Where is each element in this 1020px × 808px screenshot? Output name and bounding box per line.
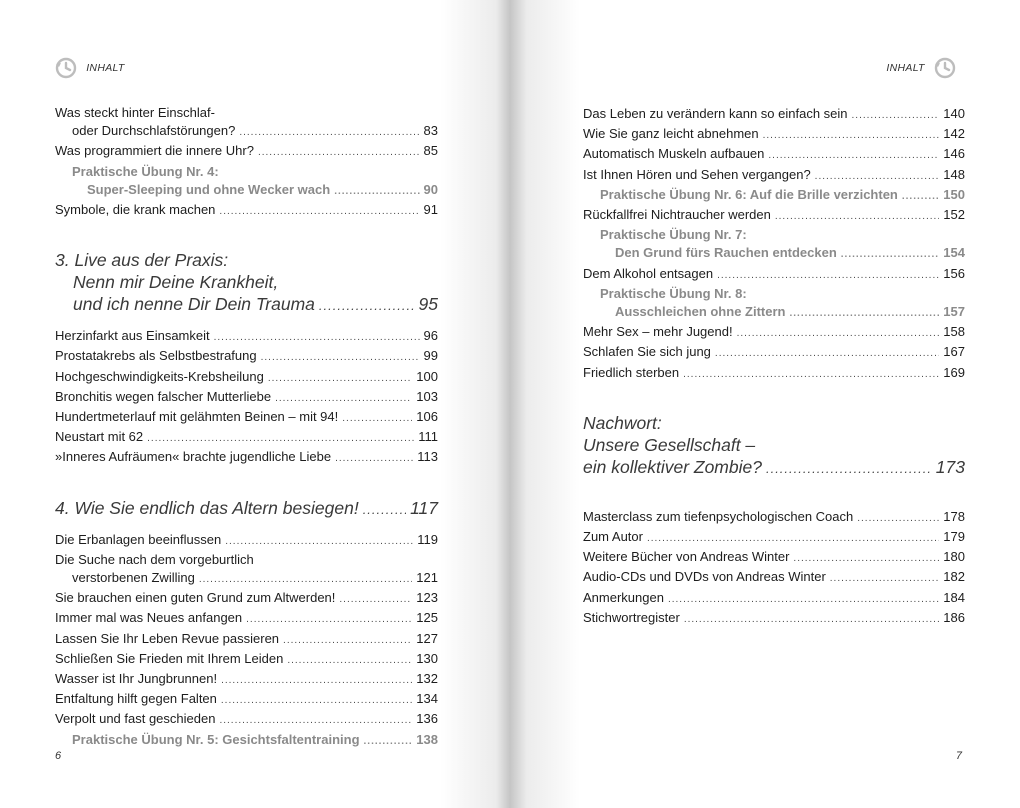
- page-folio: 7: [955, 750, 962, 762]
- dot-leader: [793, 550, 939, 568]
- toc-entry[interactable]: Wie Sie ganz leicht abnehmen ..... 142: [583, 125, 965, 145]
- dot-leader: [342, 410, 412, 428]
- toc-right: [583, 105, 965, 629]
- page-number: 111: [418, 429, 438, 445]
- dot-leader: [219, 712, 412, 730]
- page-number: 138: [416, 731, 438, 747]
- toc-entry[interactable]: Was steckt hinter Einschlaf-: [55, 105, 215, 120]
- page-number: 178: [943, 508, 965, 524]
- page-number: 173: [935, 456, 965, 477]
- page-number: 146: [943, 146, 965, 162]
- page-number: 106: [416, 409, 438, 425]
- dot-leader: [363, 499, 406, 521]
- dot-leader: [219, 203, 419, 221]
- header-label: INHALT: [86, 62, 125, 74]
- exercise-entry[interactable]: Praktische Übung Nr. 5: Gesichtsfaltentraining ..... 138: [55, 731, 438, 751]
- page-number: 186: [943, 609, 965, 625]
- page-number: 123: [416, 590, 438, 606]
- dot-leader: [246, 611, 412, 629]
- toc-entry[interactable]: Hochgeschwindigkeits-Krebsheilung ..... 100: [55, 368, 438, 388]
- dot-leader: [841, 246, 940, 264]
- page-number: 134: [416, 691, 438, 707]
- toc-entry[interactable]: Die Erbanlagen beeinflussen ..... 119: [55, 531, 438, 551]
- toc-entry[interactable]: Hundertmeterlauf mit gelähmten Beinen – mit 94! ..... 106: [55, 408, 438, 428]
- page-number: 117: [410, 497, 438, 518]
- dot-leader: [214, 329, 420, 347]
- exercise-entry[interactable]: Den Grund fürs Rauchen entdecken ..... 154: [583, 244, 965, 264]
- toc-entry[interactable]: Stichwortregister ..... 186: [583, 609, 965, 629]
- dot-leader: [221, 692, 412, 710]
- page-number: 96: [423, 328, 438, 344]
- page-number: 179: [943, 529, 965, 545]
- dot-leader: [852, 107, 940, 125]
- toc-entry[interactable]: Immer mal was Neues anfangen ..... 125: [55, 609, 438, 629]
- toc-entry[interactable]: Entfaltung hilft gegen Falten ..... 134: [55, 690, 438, 710]
- dot-leader: [830, 570, 940, 588]
- chapter-heading[interactable]: 3. Live aus der Praxis: Nenn mir Deine Krankheit, und ich nenne Dir Dein Trauma ..... 95: [55, 249, 438, 317]
- page-number: 169: [943, 364, 965, 380]
- page-number: 100: [416, 368, 438, 384]
- dot-leader: [737, 325, 940, 343]
- chapter-heading[interactable]: 4. Wie Sie endlich das Altern besiegen! ..... 117: [55, 497, 438, 521]
- toc-entry[interactable]: verstorbenen Zwilling ..... 121: [55, 569, 438, 589]
- dot-leader: [319, 295, 415, 317]
- toc-entry[interactable]: Mehr Sex – mehr Jugend! ..... 158: [583, 323, 965, 343]
- page-number: 152: [943, 207, 965, 223]
- dot-leader: [684, 611, 939, 629]
- clock-rewind-icon: [934, 57, 956, 79]
- dot-leader: [225, 533, 413, 551]
- exercise-entry[interactable]: Praktische Übung Nr. 6: Auf die Brille verzichten ..... 150: [583, 186, 965, 206]
- toc-entry[interactable]: Neustart mit 62 ..... 111: [55, 428, 438, 448]
- toc-entry[interactable]: Anmerkungen ..... 184: [583, 589, 965, 609]
- dot-leader: [768, 147, 939, 165]
- toc-entry[interactable]: Sie brauchen einen guten Grund zum Altwerden! ..... 123: [55, 589, 438, 609]
- right-page: [510, 0, 1020, 808]
- page-number: 167: [943, 344, 965, 360]
- dot-leader: [239, 124, 419, 142]
- page-number: 157: [943, 304, 965, 320]
- toc-entry[interactable]: Symbole, die krank machen ..... 91: [55, 201, 438, 221]
- page-number: 148: [943, 166, 965, 182]
- toc-entry[interactable]: Wasser ist Ihr Jungbrunnen! ..... 132: [55, 670, 438, 690]
- toc-entry[interactable]: Automatisch Muskeln aufbauen ..... 146: [583, 145, 965, 165]
- page-number: 130: [416, 650, 438, 666]
- dot-leader: [258, 144, 420, 162]
- dot-leader: [199, 571, 412, 589]
- toc-entry[interactable]: Lassen Sie Ihr Leben Revue passieren ..... 127: [55, 630, 438, 650]
- page-number: 127: [416, 630, 438, 646]
- exercise-entry[interactable]: Ausschleichen ohne Zittern ..... 157: [583, 303, 965, 323]
- toc-left: [55, 104, 438, 751]
- dot-leader: [147, 430, 414, 448]
- page-number: 184: [943, 589, 965, 605]
- dot-leader: [364, 733, 413, 751]
- dot-leader: [857, 510, 939, 528]
- toc-entry[interactable]: oder Durchschlafstörungen? ..... 83: [55, 122, 438, 142]
- page-number: 121: [416, 570, 438, 586]
- toc-entry[interactable]: Ist Ihnen Hören und Sehen vergangen? ..... 148: [583, 166, 965, 186]
- page-number: 154: [943, 245, 965, 261]
- dot-leader: [339, 591, 412, 609]
- dot-leader: [268, 370, 412, 388]
- toc-entry[interactable]: Dem Alkohol entsagen ..... 156: [583, 265, 965, 285]
- dot-leader: [789, 305, 939, 323]
- page-number: 132: [416, 671, 438, 687]
- page-number: 103: [416, 388, 438, 404]
- page-number: 136: [416, 711, 438, 727]
- toc-entry[interactable]: Masterclass zum tiefenpsychologischen Coach ..... 178: [583, 508, 965, 528]
- toc-entry[interactable]: Audio-CDs und DVDs von Andreas Winter ..... 182: [583, 568, 965, 588]
- page-number: 156: [943, 265, 965, 281]
- page-number: 85: [423, 143, 438, 159]
- dot-leader: [668, 591, 939, 609]
- toc-entry[interactable]: Die Suche nach dem vorgeburtlich: [55, 551, 254, 567]
- toc-entry[interactable]: Das Leben zu verändern kann so einfach sein ..... 140: [583, 105, 965, 125]
- page-number: 180: [943, 549, 965, 565]
- dot-leader: [717, 267, 939, 285]
- page-number: 95: [418, 294, 438, 315]
- dot-leader: [647, 530, 939, 548]
- exercise-entry[interactable]: Super-Sleeping und ohne Wecker wach ..... 90: [55, 181, 438, 201]
- clock-rewind-icon: [55, 57, 77, 79]
- page-number: 158: [943, 324, 965, 340]
- page-number: 182: [943, 569, 965, 585]
- chapter-heading[interactable]: Nachwort: Unsere Gesellschaft – ein kollektiver Zombie? ..... 173: [583, 412, 965, 480]
- toc-entry[interactable]: Bronchitis wegen falscher Mutterliebe ..... 103: [55, 388, 438, 408]
- right-running-header: [880, 57, 956, 81]
- page-number: 142: [943, 126, 965, 142]
- dot-leader: [287, 652, 412, 670]
- page-folio: 6: [55, 750, 62, 762]
- page-number: 90: [423, 181, 438, 197]
- toc-entry[interactable]: Was programmiert die innere Uhr? ..... 85: [55, 142, 438, 162]
- dot-leader: [815, 168, 940, 186]
- exercise-entry[interactable]: Praktische Übung Nr. 8:: [600, 285, 747, 301]
- exercise-entry[interactable]: Praktische Übung Nr. 7:: [600, 227, 747, 243]
- toc-entry[interactable]: Herzinfarkt aus Einsamkeit ..... 96: [55, 327, 438, 347]
- page-number: 113: [417, 449, 438, 465]
- header-label: INHALT: [886, 62, 925, 74]
- toc-entry[interactable]: Schließen Sie Frieden mit Ihrem Leiden ..... 130: [55, 650, 438, 670]
- left-running-header: [55, 57, 131, 81]
- dot-leader: [221, 672, 412, 690]
- page-number: 140: [943, 106, 965, 121]
- dot-leader: [335, 450, 413, 468]
- dot-leader: [766, 458, 932, 480]
- page-number: 119: [417, 531, 438, 547]
- toc-entry[interactable]: Rückfallfrei Nichtraucher werden ..... 152: [583, 206, 965, 226]
- page-number: 150: [943, 186, 965, 202]
- toc-entry[interactable]: Zum Autor ..... 179: [583, 528, 965, 548]
- exercise-entry[interactable]: Praktische Übung Nr. 4:: [72, 163, 219, 179]
- dot-leader: [902, 188, 939, 206]
- dot-leader: [275, 390, 412, 408]
- dot-leader: [775, 208, 939, 226]
- dot-leader: [283, 632, 412, 650]
- dot-leader: [715, 345, 939, 363]
- toc-entry[interactable]: Verpolt und fast geschieden ..... 136: [55, 710, 438, 730]
- toc-entry[interactable]: Friedlich sterben ..... 169: [583, 364, 965, 384]
- page-number: 99: [423, 348, 438, 364]
- toc-entry[interactable]: Prostatakrebs als Selbstbestrafung ..... 99: [55, 347, 438, 367]
- page-number: 125: [416, 610, 438, 626]
- dot-leader: [683, 366, 939, 384]
- toc-entry[interactable]: »Inneres Aufräumen« brachte jugendliche Liebe ..... 113: [55, 448, 438, 468]
- toc-entry[interactable]: Schlafen Sie sich jung ..... 167: [583, 343, 965, 363]
- toc-entry[interactable]: Weitere Bücher von Andreas Winter ..... 180: [583, 548, 965, 568]
- dot-leader: [261, 349, 420, 367]
- page-number: 91: [423, 202, 438, 218]
- dot-leader: [763, 127, 940, 145]
- page-number: 83: [423, 123, 438, 139]
- dot-leader: [334, 183, 419, 201]
